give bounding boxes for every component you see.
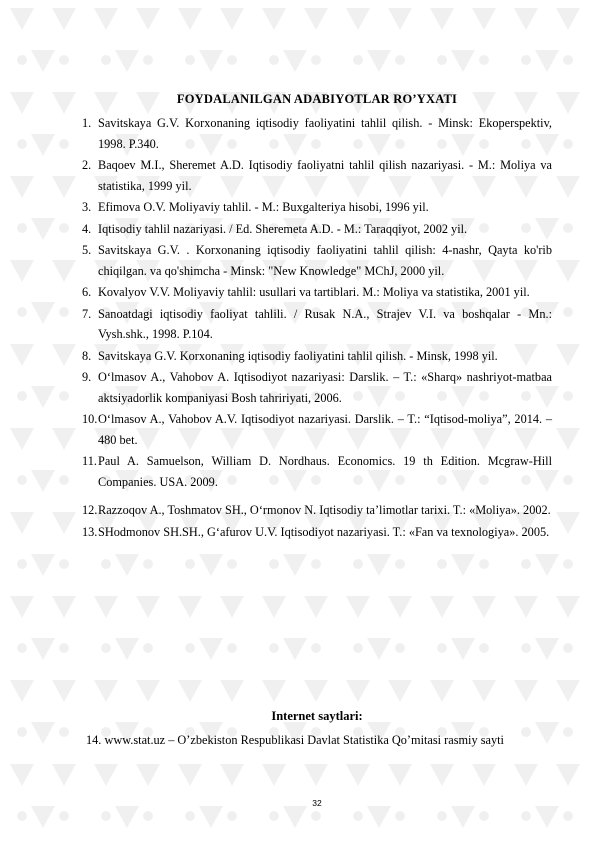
reference-text: Sanoatdagi iqtisodiy faoliyat tahlili. / Rusak N.A., Strajev V.I. va boshqalar - Mn.: Vysh.shk., 1998. P.104. — [98, 306, 552, 341]
reference-number: 8. — [82, 348, 92, 363]
reference-text: Razzoqov A., Toshmatov SH., O‘rmonov N. Iqtisodiy ta’limotlar tarixi. T.: «Moliya». 2002. — [98, 503, 551, 517]
page-title: FOYDALANILGAN ADABIYOTLAR RO’YXATI — [176, 92, 458, 106]
reference-item — [82, 500, 552, 521]
reference-text: Paul A. Samuelson, William D. Nordhaus. Economics. 19 th Edition. Mcgraw-Hill Companies. USA. 2009. — [98, 454, 552, 489]
reference-text: Savitskaya G.V. . Korxonaning iqtisodiy faoliyatini tahlil qilish: 4-nashr, Qayta ko'rib chiqilgan. va qo'shimcha - Minsk: "New Knowledge" MChJ, 2000 yil. — [98, 243, 552, 278]
reference-text: SHodmonov SH.SH., G‘afurov U.V. Iqtisodiyot nazariyasi. T.: «Fan va texnologiya». 2005. — [98, 524, 550, 539]
reference-number: 9. — [82, 370, 92, 384]
reference-item — [82, 197, 552, 218]
reference-text: O‘lmasov A., Vahobov A.V. Iqtisodiyot nazariyasi. Darslik. – T.: “Iqtisod-moliya”, 2014. – 480 bet. — [98, 412, 552, 447]
reference-number: 12. — [82, 503, 98, 517]
reference-number: 1. — [82, 116, 92, 130]
reference-list — [82, 113, 552, 543]
reference-item — [82, 282, 552, 303]
reference-number: 2. — [82, 158, 92, 172]
reference-number: 4. — [82, 221, 92, 236]
reference-item — [82, 304, 552, 345]
page-number: 32 — [312, 798, 322, 808]
reference-number: 11. — [82, 454, 97, 468]
reference-item — [82, 409, 552, 450]
reference-text: Efimova O.V. Moliyaviy tahlil. - M.: Buxgalteriya hisobi, 1996 yil. — [98, 200, 429, 214]
reference-text: O‘lmasov A., Vahobov A. Iqtisodiyot nazariyasi: Darslik. – T.: «Sharq» nashriyot-matbaa aktsiyadorlik kompaniyasi Bosh tahririyati, 2006. — [98, 370, 552, 405]
reference-item — [82, 367, 552, 408]
reference-item — [82, 346, 552, 367]
reference-item — [82, 240, 552, 281]
internet-site-item: 14. www.stat.uz – O’zbekiston Respublikasi Davlat Statistika Qo’mitasi rasmiy sayti — [86, 733, 504, 747]
reference-number: 3. — [82, 200, 92, 214]
reference-item — [82, 113, 552, 154]
reference-number: 5. — [82, 243, 92, 257]
reference-item — [82, 219, 552, 240]
reference-number: 6. — [82, 285, 92, 299]
reference-text: Baqoev M.I., Sheremet A.D. Iqtisodiy faoliyatni tahlil qilish nazariyasi. - M.: Moliya va statistika, 1999 yil. — [98, 158, 552, 193]
reference-number: 13. — [82, 524, 98, 539]
reference-number: 10. — [82, 412, 98, 426]
reference-item — [82, 155, 552, 196]
reference-text: Savitskaya G.V. Korxonaning iqtisodiy faoliyatini tahlil qilish. - Minsk: Ekoperspektiv, 1998. P.340. — [98, 116, 552, 151]
reference-item — [82, 522, 552, 543]
reference-text: Iqtisodiy tahlil nazariyasi. / Ed. Sheremeta A.D. - M.: Taraqqiyot, 2002 yil. — [98, 221, 468, 236]
reference-text: Savitskaya G.V. Korxonaning iqtisodiy faoliyatini tahlil qilish. - Minsk, 1998 yil. — [98, 348, 498, 363]
reference-item — [82, 451, 552, 492]
internet-sites-heading: Internet saytlari: — [271, 709, 363, 723]
reference-text: Kovalyov V.V. Moliyaviy tahlil: usullari va tartiblari. M.: Moliya va statistika, 2001 yil. — [98, 285, 530, 299]
reference-number: 7. — [82, 306, 92, 321]
